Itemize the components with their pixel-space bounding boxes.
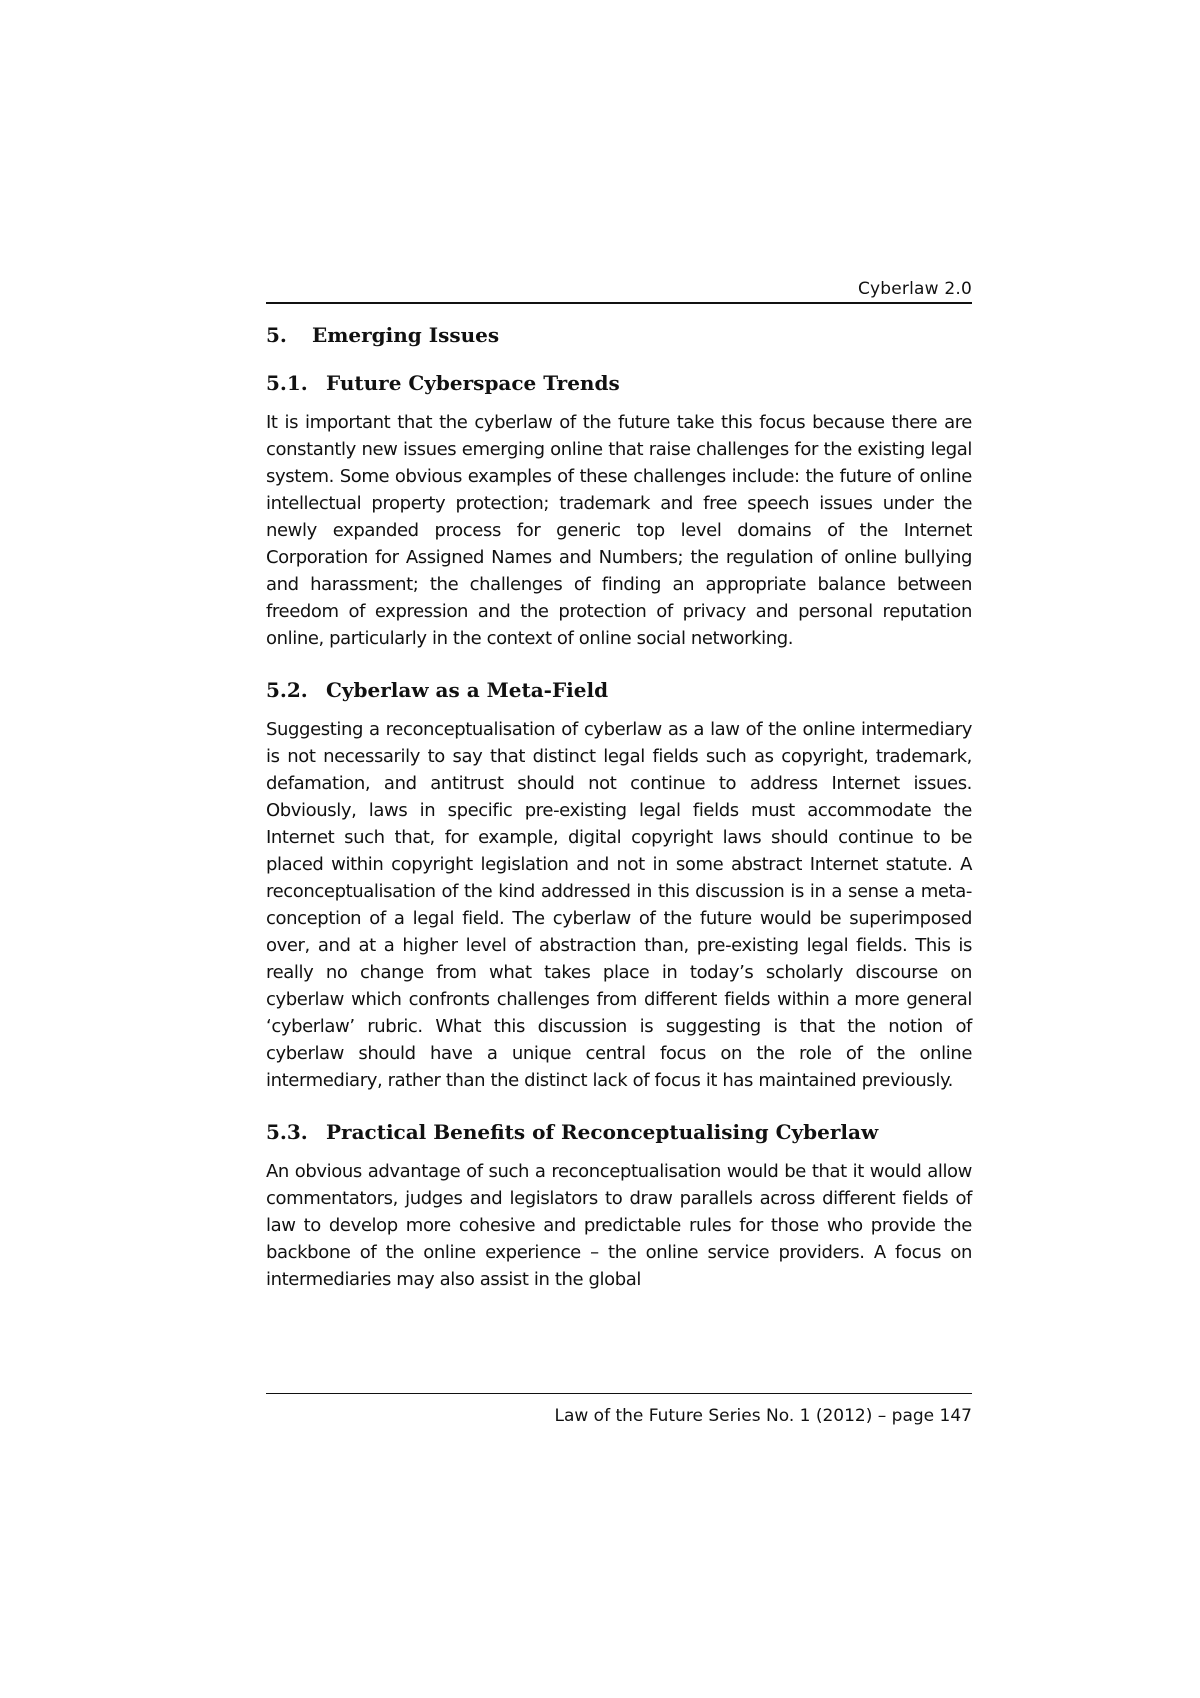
section-heading-5-1	[266, 371, 972, 395]
section-number: 5.	[266, 323, 287, 347]
section-title: Emerging Issues	[312, 323, 500, 347]
section-number: 5.3.	[266, 1120, 308, 1144]
section-number: 5.1.	[266, 371, 308, 395]
header-rule	[266, 302, 972, 304]
section-title: Cyberlaw as a Meta-Field	[326, 678, 609, 702]
paragraph-5-1: It is important that the cyberlaw of the future take this focus because there are constantly new issues emerging online that raise challenges for the existing legal system. Some obvious examples of these challenges include: the future of online intellectual property protection; trademark and free speech issues under the newly expanded process for generic top level domains of the Internet Corporation for Assigned Names and Numbers; the regulation of online bullying and harassment; the challenges of finding an appropriate balance between freedom of expression and the protection of privacy and personal reputation online, particularly in the context of online social networking.	[266, 412, 972, 649]
section-heading-5-3	[266, 1120, 972, 1144]
section-title: Practical Benefits of Reconceptualising Cyberlaw	[326, 1120, 879, 1144]
document-page	[266, 0, 972, 1698]
footer-rule	[266, 1393, 972, 1394]
paragraph-5-2: Suggesting a reconceptualisation of cyberlaw as a law of the online intermediary is not necessarily to say that distinct legal fields such as copyright, trademark, defamation, and antitrust should not continue to address Internet issues. Obviously, laws in specific pre-existing legal fields must accommodate the Internet such that, for example, digital copyright laws should continue to be placed within copyright legislation and not in some abstract Internet statute. A reconceptualisation of the kind addressed in this discussion is in a sense a meta-conception of a legal field. The cyberlaw of the future would be superimposed over, and at a higher level of abstraction than, pre-existing legal fields. This is really no change from what takes place in today’s scholarly discourse on cyberlaw which confronts challenges from different fields within a more general ‘cyberlaw’ rubric. What this discussion is suggesting is that the notion of cyberlaw should have a unique central focus on the role of the online intermediary, rather than the distinct lack of focus it has maintained previously.	[266, 719, 972, 1091]
section-heading-5-2	[266, 678, 972, 702]
paragraph-5-3: An obvious advantage of such a reconceptualisation would be that it would allow commentators, judges and legislators to draw parallels across different fields of law to develop more cohesive and predictable rules for those who provide the backbone of the online experience – the online service providers. A focus on intermediaries may also assist in the global	[266, 1161, 972, 1290]
section-number: 5.2.	[266, 678, 308, 702]
section-title: Future Cyberspace Trends	[326, 371, 620, 395]
running-footer: Law of the Future Series No. 1 (2012) – page 147	[554, 1406, 972, 1426]
section-heading-5	[266, 323, 972, 347]
page-content	[266, 323, 972, 1319]
running-header: Cyberlaw 2.0	[857, 279, 972, 299]
